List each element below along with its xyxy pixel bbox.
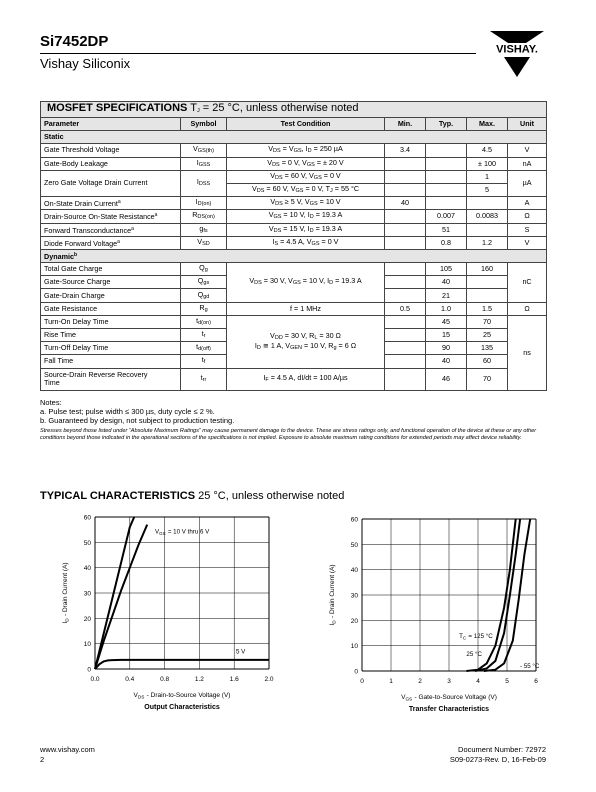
table-row: Fall Time $t_f$ 40 60 — [41, 355, 547, 368]
table-row: Source-Drain Reverse Recovery Time $t_{rr}$ $I_F = 4.5$ A, dI/dt = 100 A/µs 46 70 — [41, 368, 547, 390]
y-tick-label: 60 — [350, 516, 358, 524]
chart-title: Output Characteristics — [144, 704, 220, 711]
table-row: $V_{DS} = 60$ V, $V_{GS} = 0$ V, $T_J = 55$ °C 5 — [41, 183, 547, 196]
series-line — [95, 525, 147, 669]
y-axis-label: $I_D$ - Drain Current (A) — [329, 564, 337, 626]
col-header: Unit — [508, 118, 547, 131]
company-name: Vishay Siliconix — [40, 56, 131, 71]
col-header: Typ. — [426, 118, 467, 131]
stress-disclaimer: Stresses beyond those listed under “Absolute Maximum Ratings” may cause permanent damage to the device. These are stress ratings only, and functional operation of the device at these or any other conditions beyond those indicated in the operational sections of the specifications is not implied. Exposure to absolute maximum rating conditions for extended periods may affect device reliability. — [40, 428, 537, 442]
x-tick-label: 3 — [447, 678, 451, 685]
table-row: On-State Drain Current$^a$ $I_{D(on)}$ $V_{DS} \ge 5$ V, $V_{GS} = 10$ V 40 A — [41, 197, 547, 210]
part-number: Si7452DP — [40, 33, 109, 50]
table-row: Gate-Source Charge $Q_{gs}$ 40 — [41, 276, 547, 289]
table-row: Turn-On Delay Time $t_{d(on)}$ $V_{DD} = 30$ V, $R_L = 30$ Ω $I_D$ ≅ 1 A, $V_{GEN} = 10$ V, $R_g = 6$ Ω 45 70 ns — [41, 315, 547, 328]
table-row: Zero Gate Voltage Drain Current $I_{DSS}$ $V_{DS} = 60$ V, $V_{GS} = 0$ V 1 µA — [41, 170, 547, 183]
x-tick-label: 2.0 — [264, 676, 274, 683]
section-static: Static — [41, 131, 547, 144]
table-row: Rise Time $t_r$ 15 25 — [41, 329, 547, 342]
x-tick-label: 2 — [418, 678, 422, 685]
section-dynamic: Dynamic$^b$ — [41, 249, 547, 262]
series-label-55c: - 55 °C — [520, 662, 540, 670]
table-row: Drain-Source On-State Resistance$^a$ $R_{DS(on)}$ $V_{GS} = 10$ V, $I_D = 19.3$ A 0.007 0.0083 Ω — [41, 210, 547, 223]
x-tick-label: 5 — [505, 678, 509, 685]
chart-title: Transfer Characteristics — [408, 706, 490, 713]
y-tick-label: 40 — [350, 567, 358, 575]
chart-transfer — [329, 517, 538, 714]
x-tick-label: 6 — [534, 678, 538, 685]
col-header: Min. — [385, 118, 426, 131]
y-tick-label: 40 — [83, 565, 91, 573]
y-tick-label: 20 — [83, 615, 91, 623]
table-row: Diode Forward Voltage$^a$ $V_{SD}$ $I_S = 4.5$ A, $V_{GS} = 0$ V 0.8 1.2 V — [41, 236, 547, 249]
x-tick-label: 0 — [360, 678, 364, 685]
x-tick-label: 1 — [389, 678, 393, 685]
col-header: Test Condition — [227, 118, 385, 131]
table-row: Forward Transconductance$^a$ $g_{fs}$ $V_{DS} = 15$ V, $I_D = 19.3$ A 51 S — [41, 223, 547, 236]
annotation-5v: 5 V — [235, 648, 246, 656]
col-header: Max. — [467, 118, 508, 131]
x-tick-label: 4 — [476, 678, 480, 685]
col-header: Parameter — [41, 118, 181, 131]
table-row: Gate-Body Leakage $I_{GSS}$ $V_{DS} = 0$ V, $V_{GS}$ = ± 20 V ± 100 nA — [41, 157, 547, 170]
series-label-125c: $T_C$ = 125 °C — [459, 633, 493, 641]
table-row: Gate Resistance $R_g$ f = 1 MHz 0.5 1.0 1.5 Ω — [41, 302, 547, 315]
y-tick-label: 50 — [83, 539, 91, 547]
table-row: Gate-Drain Charge $Q_{gd}$ 21 — [41, 289, 547, 302]
annotation-vgs-range: $V_{GS}$ = 10 V thru 6 V — [155, 528, 210, 536]
y-tick-label: 20 — [350, 617, 358, 625]
y-tick-label: 50 — [350, 541, 358, 549]
spec-table-title: MOSFET SPECIFICATIONS $T_J = 25$ °C, unless otherwise noted — [41, 102, 547, 118]
footer-left: www.vishay.com 2 — [40, 745, 95, 764]
y-tick-label: 30 — [83, 590, 91, 598]
typical-characteristics-title: TYPICAL CHARACTERISTICS 25 °C, unless otherwise noted — [40, 490, 345, 502]
x-tick-label: 1.6 — [229, 676, 239, 683]
y-tick-label: 10 — [350, 643, 358, 651]
table-row: Gate Threshold Voltage $V_{GS(th)}$ $V_{DS} = V_{GS}$, $I_D = 250$ µA 3.4 4.5 V — [41, 144, 547, 157]
vishay-logo — [486, 29, 548, 79]
logo-text: VISHAY. — [496, 43, 538, 56]
y-tick-label: 60 — [83, 514, 91, 522]
series-line — [95, 660, 269, 669]
y-tick-label: 0 — [354, 668, 358, 676]
x-tick-label: 0.0 — [90, 676, 100, 683]
chart-output — [62, 515, 274, 712]
y-tick-label: 0 — [87, 666, 91, 674]
y-tick-label: 30 — [350, 592, 358, 600]
y-axis-label: $I_D$ - Drain Current (A) — [62, 562, 70, 624]
footer-right: Document Number: 72972 S09-0273-Rev. D, 16-Feb-09 — [449, 745, 546, 764]
x-tick-label: 0.4 — [125, 676, 135, 683]
characteristics-charts — [40, 505, 560, 715]
series-label-25c: 25 °C — [466, 650, 482, 658]
x-tick-label: 1.2 — [194, 676, 204, 683]
table-header-row — [41, 118, 547, 131]
header-rule — [40, 53, 476, 54]
mosfet-spec-table — [40, 101, 547, 391]
notes: Notes: a. Pulse test; pulse width ≤ 300 µs, duty cycle ≤ 2 %. b. Guaranteed by design, not subject to production testing. — [40, 398, 235, 425]
x-axis-label: $V_{DS}$ - Drain-to-Source Voltage (V) — [133, 692, 231, 700]
x-tick-label: 0.8 — [160, 676, 170, 683]
y-tick-label: 10 — [83, 641, 91, 649]
table-row: Total Gate Charge $Q_g$ $V_{DS} = 30$ V, $V_{GS} = 10$ V, $I_D = 19.3$ A 105 160 nC — [41, 263, 547, 276]
col-header: Symbol — [181, 118, 227, 131]
x-axis-label: $V_{GS}$ - Gate-to-Source Voltage (V) — [401, 694, 497, 702]
table-row: Turn-Off Delay Time $t_{d(off)}$ 90 135 — [41, 342, 547, 355]
